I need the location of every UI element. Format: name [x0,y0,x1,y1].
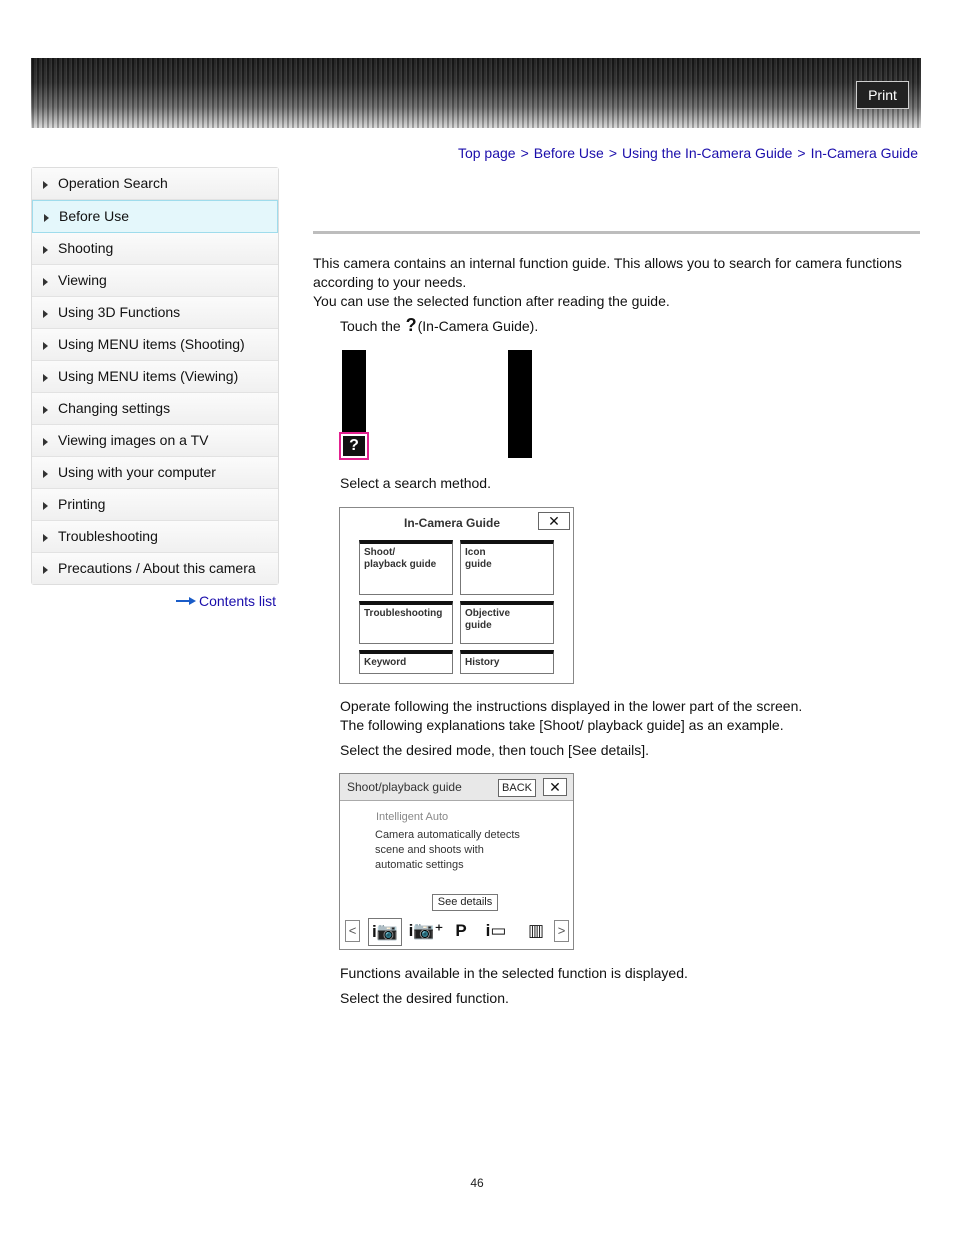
guide-header-title: Shoot/playback guide [347,780,462,794]
intro-text: You can use the selected function after reading the guide. [313,293,670,309]
guide-option-objective[interactable]: Objective guide [460,601,554,644]
sidebar-item-label: Viewing [58,272,107,288]
shoot-playback-guide-figure [339,773,574,950]
guide-header [340,774,573,801]
sidebar-item-computer[interactable] [32,457,278,489]
sidebar-item-label: Using MENU items (Shooting) [58,336,245,352]
step-3: Operate following the instructions displayed in the lower part of the screen. [340,698,803,714]
sidebar-item-label: Using 3D Functions [58,304,181,320]
sidebar-nav [31,167,279,585]
guide-option-shoot-playback[interactable]: Shoot/ playback guide [359,540,453,595]
sidebar-item-label: Operation Search [58,175,168,191]
intro-text: This camera contains an internal function guide. This allows you to search for camera functions [313,255,902,271]
sidebar-item-label: Before Use [59,208,130,224]
arrow-right-icon [44,214,49,222]
intelligent-auto-mode-icon[interactable]: i📷 [368,918,402,946]
sidebar-item-label: Viewing images on a TV [58,432,209,448]
in-camera-guide-button[interactable] [339,432,369,460]
sidebar-item-label: Shooting [58,240,114,256]
sidebar-item-viewing[interactable] [32,265,278,297]
sidebar-item-label: Printing [58,496,106,512]
sidebar-item-precautions[interactable] [32,553,278,584]
in-camera-guide-menu-figure [339,507,574,684]
breadcrumb-separator: > [608,145,617,161]
guide-option-icon[interactable]: Icon guide [460,540,554,595]
panorama-mode-icon[interactable]: i▭ [485,921,507,940]
contents-list-label: Contents list [199,593,277,609]
sidebar-item-label: Troubleshooting [58,528,158,544]
breadcrumb-top-page[interactable]: Top page [457,145,516,161]
arrow-right-icon [43,534,48,542]
see-details-button[interactable]: See details [432,894,498,911]
mode-name: Intelligent Auto [376,811,449,823]
sidebar-item-changing-settings[interactable] [32,393,278,425]
step-1-prefix: Touch the [340,318,401,334]
title-divider [313,231,920,234]
arrow-right-icon [43,342,48,350]
close-icon[interactable]: ✕ [538,512,570,530]
intro-text: according to your needs. [313,274,467,290]
breadcrumb [458,145,918,161]
step-4: Select the desired mode, then touch [See details]. [340,742,649,758]
chevron-left-icon[interactable]: < [345,920,360,942]
step-3-note: The following explanations take [Shoot/ playback guide] as an example. [340,717,784,733]
sidebar-item-printing[interactable] [32,489,278,521]
sidebar-item-operation-search[interactable] [32,168,278,200]
step-1-suffix: (In-Camera Guide). [417,318,539,334]
sidebar-item-menu-shooting[interactable] [32,329,278,361]
sidebar-item-before-use[interactable] [32,200,278,233]
camera-screen-display [366,350,508,458]
guide-option-troubleshooting[interactable]: Troubleshooting [359,601,453,644]
arrow-right-icon [43,438,48,446]
question-icon: ? [343,436,365,456]
breadcrumb-separator: > [797,145,806,161]
page-number: 46 [470,1176,484,1190]
guide-option-keyword[interactable]: Keyword [359,650,453,674]
sidebar-item-viewing-tv[interactable] [32,425,278,457]
breadcrumb-using-guide[interactable]: Using the In-Camera Guide [622,145,793,161]
arrow-right-icon [43,470,48,478]
arrow-right-icon [43,181,48,189]
arrow-right-icon [43,502,48,510]
guide-option-history[interactable]: History [460,650,554,674]
sidebar-item-label: Changing settings [58,400,171,416]
arrow-right-icon [43,310,48,318]
program-auto-mode-icon[interactable]: P [455,921,467,940]
step-1 [340,316,538,336]
step-2: Select a search method. [340,475,491,491]
sidebar-item-menu-viewing[interactable] [32,361,278,393]
sidebar-item-label: Using MENU items (Viewing) [58,368,239,384]
sidebar-item-troubleshooting[interactable] [32,521,278,553]
step-5: Functions available in the selected function is displayed. [340,965,688,981]
chevron-right-icon[interactable]: > [554,920,569,942]
movie-mode-icon[interactable]: ▥ [527,921,545,940]
close-icon[interactable]: ✕ [543,778,567,796]
arrow-right-icon [43,566,48,574]
breadcrumb-before-use[interactable]: Before Use [533,145,604,161]
step-6: Select the desired function. [340,990,509,1006]
sidebar-item-shooting[interactable] [32,233,278,265]
print-button[interactable]: Print [856,81,909,109]
back-button[interactable]: BACK [498,779,536,797]
sidebar-item-label: Precautions / About this camera [58,560,256,576]
contents-list-link[interactable] [176,593,276,609]
arrow-right-icon [43,406,48,414]
camera-screen-figure [342,350,532,458]
breadcrumb-separator: > [520,145,529,161]
arrow-right-icon [43,374,48,382]
breadcrumb-in-camera-guide[interactable]: In-Camera Guide [810,145,918,161]
arrow-right-icon [43,246,48,254]
sidebar-item-3d-functions[interactable] [32,297,278,329]
superior-auto-mode-icon[interactable]: i📷⁺ [408,921,444,940]
arrow-right-icon [43,278,48,286]
question-icon: ? [405,315,417,335]
arrow-right-icon [176,597,196,605]
mode-description: Camera automatically detects scene and shoots with automatic settings [375,829,520,871]
guide-menu-title: In-Camera Guide [404,516,501,530]
sidebar-item-label: Using with your computer [58,464,216,480]
header-banner [31,58,921,128]
